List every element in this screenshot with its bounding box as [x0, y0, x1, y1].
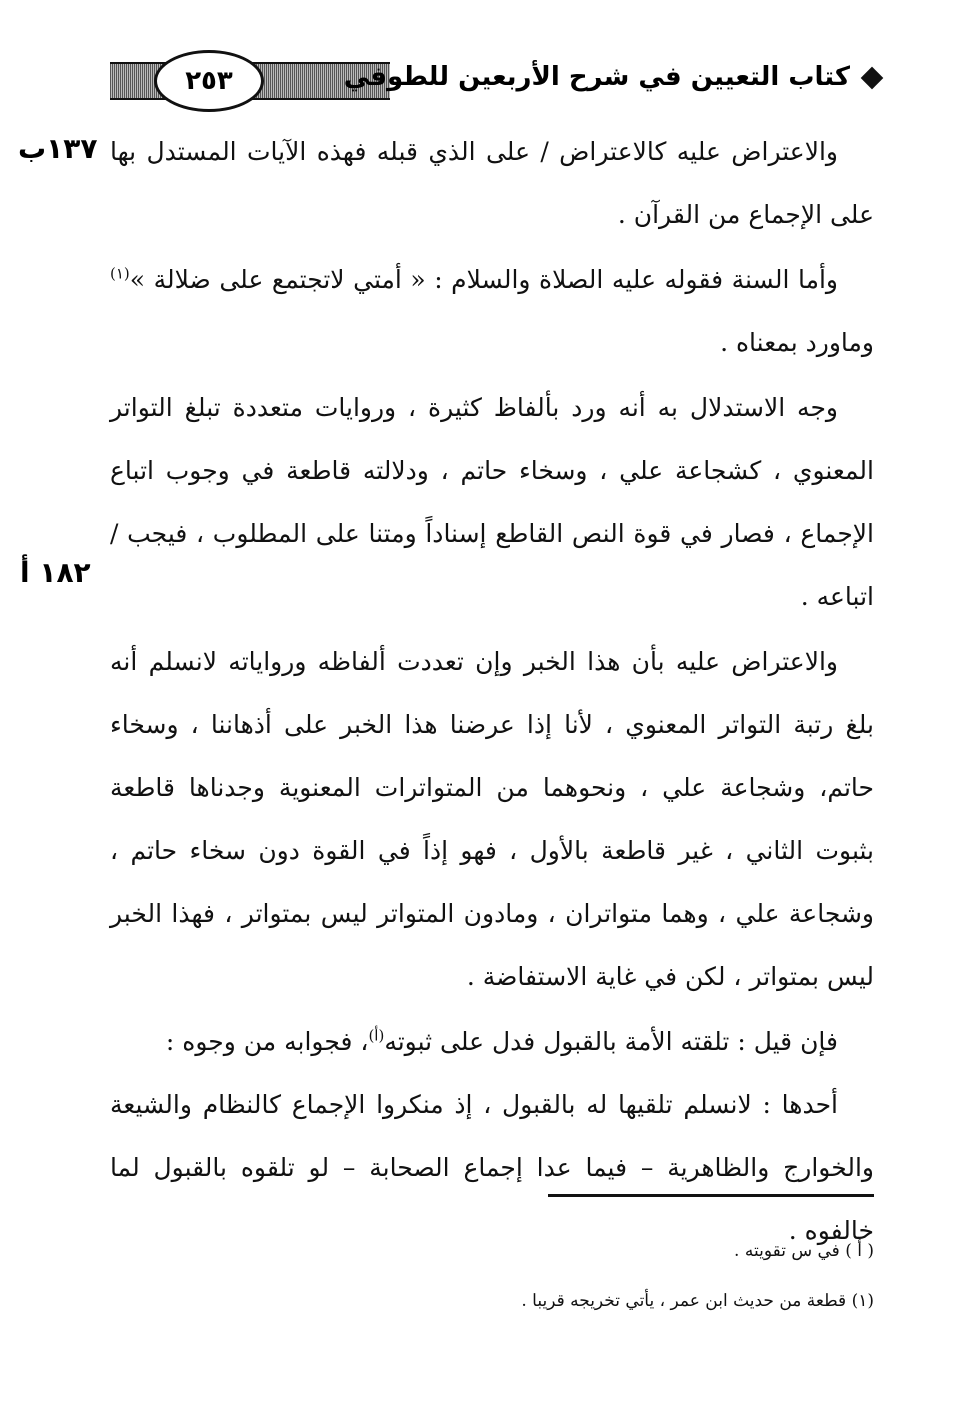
- header-square-icon: [861, 66, 884, 89]
- paragraph: [110, 1010, 874, 1073]
- footnote: (١) قطعة من حديث ابن عمر ، يأتي تخريجه قريبا .: [521, 1291, 874, 1311]
- paragraph: والاعتراض عليه بأن هذا الخبر وإن تعددت ألفاظه ورواياته لانسلم أنه بلغ رتبة التواتر المعنوي ، لأنا إذا عرضنا هذا الخبر على أذهاننا ، وسخاء حاتم، وشجاعة علي ، ونحوهما من المتواترات المعنوية وجدناها قاطعة بثبوت الثاني ، غير قاطعة بالأول ، فهو إذاً في القوة دون سخاء حاتم ، وشجاعة علي ، وهما متواتران ، ومادون المتواتر ليس بمتواتر ، فهذا الخبر ليس بمتواتر ، لكن في غاية الاستفاضة .: [110, 647, 874, 991]
- paragraph-text: فإن قيل : تلقته الأمة بالقبول فدل على ثبوته: [384, 1027, 838, 1056]
- paragraph: وجه الاستدلال به أنه ورد بألفاظ كثيرة ، وروايات متعددة تبلغ التواتر المعنوي ، كشجاعة علي ، وسخاء حاتم ، ودلالته قاطعة في وجوب اتباع الإجماع ، فصار في قوة النص القاطع إسناداً ومتنا على المطلوب ، فيجب / اتباعه .: [110, 393, 874, 611]
- footnote: ( أ ) في س تقويته .: [734, 1241, 874, 1261]
- book-title-text: كتاب التعيين في شرح الأربعين للطوفي: [343, 62, 850, 92]
- footnotes: [110, 1226, 874, 1326]
- paragraph: والاعتراض عليه كالاعتراض / على الذي قبله فهذه الآيات المستدل بها على الإجماع من القرآن .: [110, 137, 874, 229]
- margin-ref-137b: ١٣٧ب: [18, 132, 98, 165]
- footnote-ref: (أ): [368, 1026, 385, 1045]
- running-header: [110, 48, 880, 110]
- footnote-separator: [548, 1194, 874, 1197]
- paragraph: أحدها : لانسلم تلقيها له بالقبول ، إذ منكروا الإجماع كالنظام والشيعة والخوارج والظاهرية – فيما عدا إجماع الصحابة – لو تلقوه بالقبول لما خالفوه .: [110, 1090, 874, 1245]
- page-number: ٢٥٣: [154, 50, 264, 112]
- margin-ref-182a: ١٨٢ أ: [20, 556, 91, 589]
- paragraph-text: وأما السنة فقوله عليه الصلاة والسلام : « أمتي لاتجتمع على ضلالة »: [129, 265, 838, 294]
- paragraph: [110, 248, 874, 374]
- main-text: [110, 120, 874, 1262]
- paragraph-text: ، فجوابه من وجوه :: [165, 1027, 369, 1056]
- footnote-ref: (١): [110, 264, 130, 283]
- paragraph-text: وماورد بمعناه .: [720, 328, 874, 357]
- book-title: [344, 54, 880, 100]
